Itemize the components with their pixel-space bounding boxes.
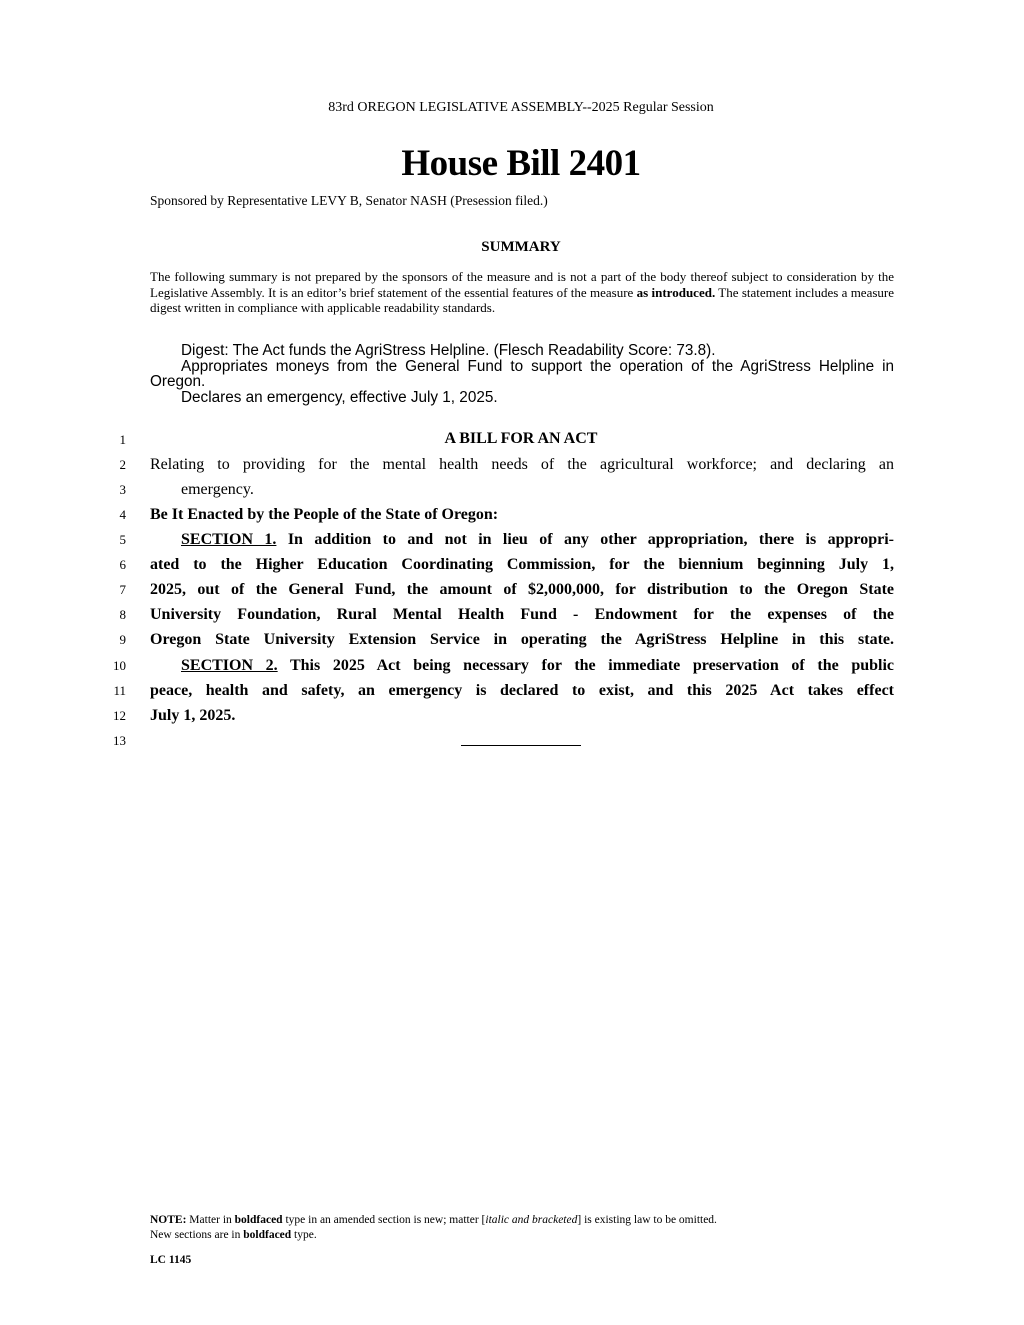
bill-heading: A BILL FOR AN ACT: [444, 430, 598, 447]
line-number: 12: [113, 708, 126, 723]
line-number: 6: [119, 557, 126, 572]
note-text: type in an amended section is new; matter [: [282, 1214, 486, 1226]
line-number: 1: [119, 432, 126, 447]
note-label: NOTE:: [150, 1214, 187, 1226]
line-number: 7: [119, 582, 126, 597]
section-2-label: SECTION 2.: [181, 657, 278, 674]
section-1-line: 2025, out of the General Fund, the amount of $2,000,000, for distribution to the Oregon State: [150, 581, 894, 598]
note-line: [150, 1228, 910, 1243]
line-number: 4: [119, 507, 126, 522]
line-number: 5: [119, 532, 126, 547]
digest-block: [150, 343, 894, 405]
summary-text-part: The following summary is not prepared by the sponsors of the measure and is not a part of the body thereof subject to consideration by the Legislative Assembly. It is an editor’s brief statement of the essential features of the measure: [150, 269, 894, 300]
digest-line: Appropriates moneys from the General Fund to support the operation of the AgriStress Helpline in Oregon.: [150, 357, 894, 390]
note-text: New sections are in: [150, 1229, 244, 1241]
line-number: 11: [113, 683, 126, 698]
section-1-line: ated to the Higher Education Coordinating Commission, for the biennium beginning July 1,: [150, 556, 894, 573]
line-number: 9: [119, 632, 126, 647]
note-text: Matter in: [186, 1214, 235, 1226]
end-rule: [461, 745, 581, 746]
line-number: 10: [113, 658, 126, 673]
note-bold: boldfaced: [243, 1229, 292, 1241]
note-text: ] is existing law to be omitted.: [577, 1214, 717, 1226]
section-2-line: peace, health and safety, an emergency is declared to exist, and this 2025 Act takes effect: [150, 682, 894, 699]
line-number: 8: [119, 607, 126, 622]
section-2-text: This 2025 Act being necessary for the immediate preservation of the public: [277, 657, 895, 674]
summary-text: [150, 269, 894, 316]
relating-clause: Relating to providing for the mental health needs of the agricultural workforce; and declaring an: [150, 456, 894, 473]
section-1-label: SECTION 1.: [181, 531, 277, 548]
enacting-clause: Be It Enacted by the People of the State of Oregon:: [150, 506, 499, 523]
sponsor-line: Sponsored by Representative LEVY B, Senator NASH (Presession filed.): [150, 193, 548, 208]
section-1-text: In addition to and not in lieu of any other appropriation, there is appropri-: [276, 531, 894, 548]
digest-line: Declares an emergency, effective July 1, 2025.: [181, 388, 498, 406]
note-italic: italic and bracketed: [485, 1214, 578, 1226]
line-number: 3: [119, 482, 126, 497]
line-number: 13: [113, 733, 126, 748]
footer-note: [150, 1213, 910, 1243]
relating-clause-cont: emergency.: [181, 481, 254, 498]
digest-line: Digest: The Act funds the AgriStress Helpline. (Flesch Readability Score: 73.8).: [181, 342, 716, 359]
lc-number: LC 1145: [150, 1254, 192, 1266]
session-header: 83rd OREGON LEGISLATIVE ASSEMBLY--2025 Regular Session: [328, 100, 714, 115]
section-2-line: July 1, 2025.: [150, 707, 236, 724]
section-1-line: University Foundation, Rural Mental Health Fund - Endowment for the expenses of the: [150, 606, 894, 623]
note-text: type.: [291, 1229, 317, 1241]
note-line: [150, 1213, 910, 1228]
line-number: 2: [119, 457, 126, 472]
section-1-line: Oregon State University Extension Service in operating the AgriStress Helpline in this state.: [150, 631, 894, 648]
summary-bold-text: as introduced.: [636, 284, 716, 300]
note-bold: boldfaced: [234, 1214, 283, 1226]
section-1-line: [181, 531, 894, 549]
summary-text-part: The statement includes a measure digest written in compliance with applicable readability standards.: [150, 284, 895, 315]
bill-title: House Bill 2401: [401, 143, 641, 184]
summary-heading: SUMMARY: [481, 239, 561, 255]
section-2-line: [181, 657, 894, 675]
